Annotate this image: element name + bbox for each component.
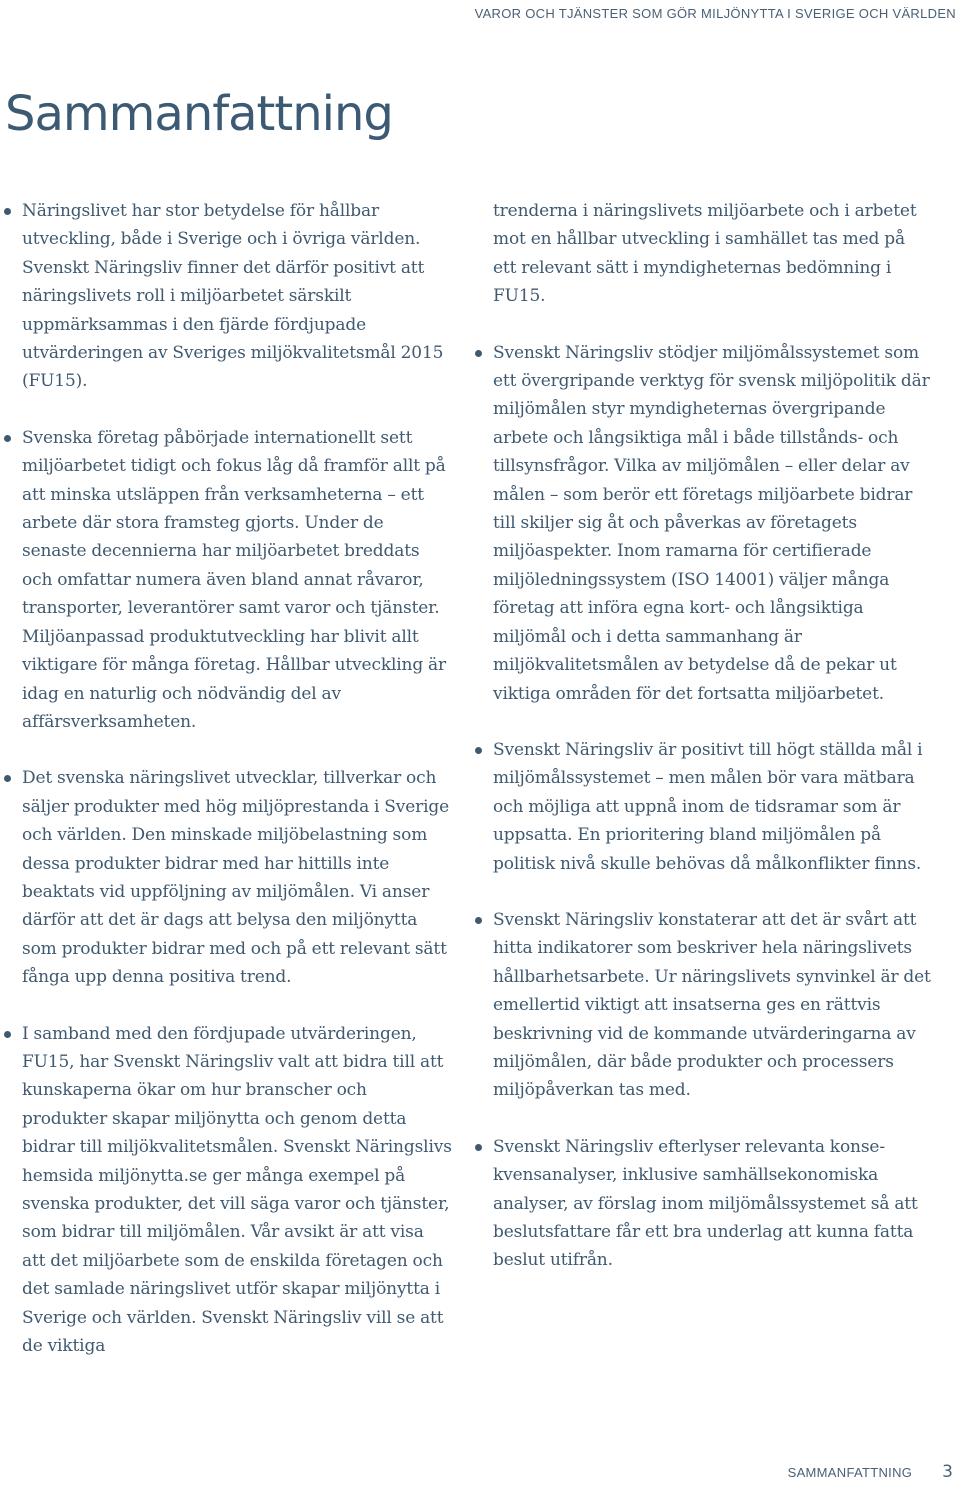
- summary-bullet: Svenskt Näringsliv konstaterar att det är svårt att hitta indikatorer som beskriver hela näringslivets hållbarhetsarbete. Ur näringslivets synvinkel är det emellertid viktigt att insatserna ges en rättvis beskrivning vid de kommande utvärderingarna av miljömålen, där både produkter och processers miljöpåverkan tas med.: [493, 906, 933, 1105]
- summary-bullet: Svenskt Näringsliv efterlyser relevanta konsekvensanalyser, inklusive samhällsekonomiska analyser, av förslag inom miljömålssystemet så att beslutsfattare får ett bra underlag att kunna fatta beslut utifrån.: [493, 1133, 933, 1275]
- right-column: [493, 197, 933, 1303]
- page-footer: [788, 1462, 953, 1482]
- summary-bullet: Det svenska näringslivet utvecklar, tillverkar och säljer produkter med hög miljöprestanda i Sverige och världen. Den minskade miljöbelastning som dessa produkter bidrar med har hittills inte beaktats vid uppföljning av miljömålen. Vi anser därför att det är dags att belysa den miljönytta som produkter bidrar med och på ett relevant sätt fånga upp denna positiva trend.: [22, 764, 452, 991]
- summary-bullet: Svenskt Näringsliv stödjer miljömålssystemet som ett övergripande verktyg för svensk miljöpolitik där miljömålen styr myndigheternas övergripande arbete och långsiktiga mål i både tillstånds- och tillsynsfrågor. Vilka av miljömålen – eller delar av målen – som berör ett företags miljöarbete bidrar till skiljer sig åt och påverkas av företagets miljöaspekter. Inom ramarna för certifierade miljöledningssystem (ISO 14001) väljer många företag att införa egna kort- och långsiktiga miljömål och i detta sammanhang är miljökvalitetsmålen av betydelse då de pekar ut viktiga områden för det fortsatta miljöarbetet.: [493, 339, 933, 708]
- page-number: 3: [942, 1462, 953, 1482]
- running-header: VAROR OCH TJÄNSTER SOM GÖR MILJÖNYTTA I SVERIGE OCH VÄRLDEN: [474, 6, 956, 21]
- summary-bullet: I samband med den fördjupade utvärderingen, FU15, har Svenskt Näringsliv valt att bidra till att kunskaperna ökar om hur branscher och produkter skapar miljönytta och genom detta bidrar till miljökvalitetsmålen. Svenskt Näringslivs hemsida miljönytta.se ger många exempel på svenska produkter, det vill säga varor och tjänster, som bidrar till miljömålen. Vår avsikt är att visa att det miljöarbete som de enskilda företagen och det samlade näringslivet utför skapar miljönytta i Sverige och världen. Svenskt Näringsliv vill se att de viktiga: [22, 1020, 452, 1361]
- summary-bullet: Svenska företag påbörjade internationellt sett miljöarbetet tidigt och fokus låg då framför allt på att minska utsläppen från verksamheterna – ett arbete där stora framsteg gjorts. Under de senaste decennierna har miljöarbetet breddats och omfattar numera även bland annat råvaror, transporter, leverantörer samt varor och tjänster. Miljöanpassad produktutveckling har blivit allt viktigare för många företag. Hållbar utveckling är idag en naturlig och nödvändig del av affärsverksamheten.: [22, 424, 452, 736]
- footer-section-label: SAMMANFATTNING: [787, 1465, 913, 1480]
- summary-bullet: Näringslivet har stor betydelse för hållbar utveckling, både i Sverige och i övriga världen. Svenskt Näringsliv finner det därför positivt att näringslivets roll i miljöarbetet särskilt uppmärksammas i den fjärde fördjupade utvärderingen av Sveriges miljökvalitetsmål 2015 (FU15).: [22, 197, 452, 396]
- page-title: Sammanfattning: [5, 86, 393, 142]
- summary-continuation: trenderna i näringslivets miljöarbete och i arbetet mot en hållbar utveckling i samhället tas med på ett relevant sätt i myndigheternas bedömning i FU15.: [493, 201, 917, 307]
- summary-bullet: Svenskt Näringsliv är positivt till högt ställda mål i miljömålssystemet – men målen bör vara mätbara och möjliga att uppnå inom de tidsramar som är uppsatta. En prioritering bland miljömålen på politisk nivå skulle behövas då målkonflikter finns.: [493, 736, 933, 878]
- left-column: [22, 197, 452, 1388]
